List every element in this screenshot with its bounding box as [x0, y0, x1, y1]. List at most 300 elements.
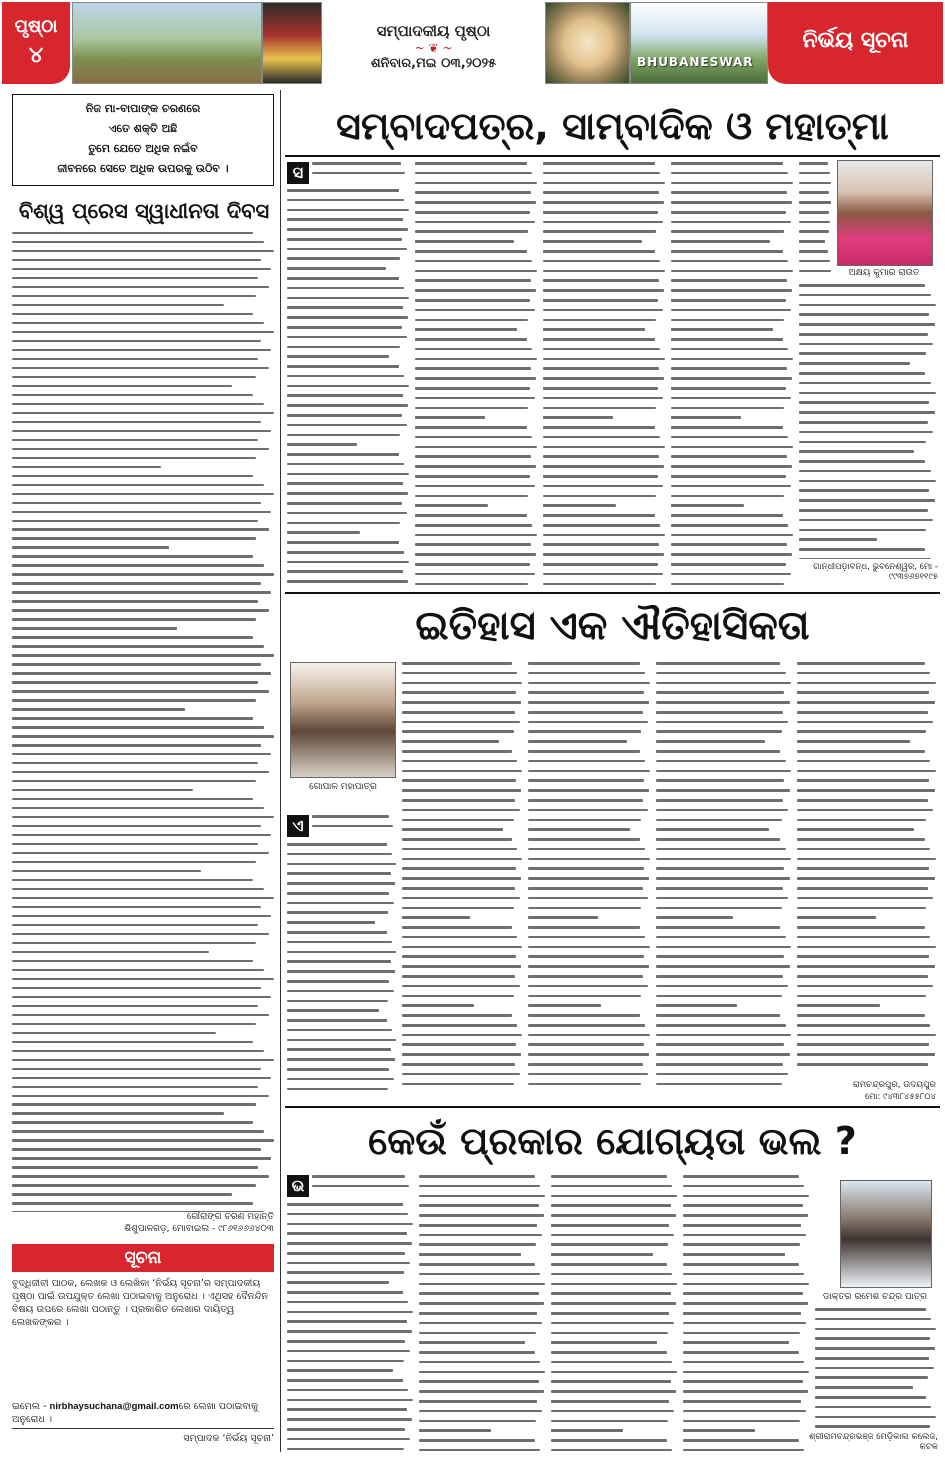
text-line [12, 861, 256, 863]
text-line [415, 583, 528, 585]
text-line [528, 701, 649, 704]
text-line [799, 172, 830, 175]
text-line [528, 848, 645, 851]
text-line [656, 809, 788, 812]
text-line [419, 1175, 535, 1178]
text-line [671, 475, 786, 478]
text-line [543, 289, 664, 292]
city-caption: BHUBANESWAR [637, 55, 754, 69]
text-line [12, 951, 209, 953]
text-line [683, 1390, 808, 1393]
text-line [419, 1263, 535, 1266]
text-line [287, 287, 404, 290]
text-line [528, 750, 640, 753]
text-line [543, 485, 663, 488]
text-line [543, 328, 645, 331]
article2-byline-phone: ମୋ: ୯୪୩୮୪୫୫୮୦୪ [864, 1092, 936, 1102]
text-line [543, 543, 659, 546]
text-line [797, 985, 933, 988]
article-separator [285, 1106, 940, 1108]
text-line [419, 1380, 539, 1383]
text-line [415, 260, 532, 263]
text-line [543, 309, 663, 312]
text-line [799, 372, 925, 375]
text-line [12, 978, 274, 980]
text-line [551, 1361, 672, 1364]
text-line [528, 965, 649, 968]
text-line [287, 1223, 413, 1226]
text-line [402, 877, 521, 880]
text-line [287, 238, 402, 241]
text-line [656, 691, 784, 694]
text-line [312, 825, 393, 828]
text-line [415, 270, 537, 273]
text-line [402, 1014, 512, 1017]
text-line [12, 241, 264, 243]
text-line [797, 907, 926, 910]
text-line [799, 421, 928, 424]
text-line [671, 191, 787, 194]
text-line [12, 537, 256, 539]
text-line [402, 779, 516, 782]
article1-headline: ସମ୍ବାଦପତ୍ର, ସାମ୍ବାଦିକ ଓ ମହାତ୍ମା [336, 104, 889, 148]
column-divider [280, 90, 281, 1452]
text-line [797, 936, 930, 939]
text-line [12, 511, 271, 513]
quote-line: ନିଜ ମା-ବାପାଙ୍କ ଚରଣରେ [85, 102, 201, 115]
text-line [683, 1380, 803, 1383]
text-line [287, 522, 400, 525]
text-line [287, 990, 394, 993]
text-line [656, 1004, 737, 1007]
text-line [656, 848, 786, 851]
article2-col4 [656, 662, 791, 1092]
text-line [543, 465, 664, 468]
text-line [12, 520, 258, 522]
text-line [797, 701, 935, 704]
text-line [671, 553, 792, 556]
text-line [402, 760, 517, 763]
text-line [402, 828, 503, 831]
text-line [415, 446, 537, 449]
article3-lead-lines [312, 1175, 413, 1196]
text-line [12, 493, 274, 495]
text-line [671, 426, 783, 429]
text-line [528, 897, 648, 900]
text-line [287, 492, 408, 495]
text-line [12, 1005, 258, 1007]
text-line [12, 439, 258, 441]
text-line [12, 546, 169, 548]
text-line [12, 924, 258, 926]
text-line [287, 1252, 405, 1255]
text-line [287, 902, 394, 905]
text-line [12, 564, 264, 566]
text-line [656, 1043, 784, 1046]
text-line [797, 672, 930, 675]
text-line [551, 1410, 674, 1413]
text-line [12, 394, 253, 396]
article3-byline: ଶ୍ରୀରାମଚନ୍ଦ୍ରଭଞ୍ଜ ମେଡ଼ିକାଲ କଲେଜ, କଟକ [809, 1432, 938, 1452]
text-line [415, 221, 535, 224]
text-line [551, 1400, 669, 1403]
text-line [12, 843, 258, 845]
text-line [528, 662, 640, 665]
text-line [671, 543, 787, 546]
text-line [287, 892, 389, 895]
text-line [402, 1024, 517, 1027]
text-line [12, 259, 261, 261]
text-line [528, 838, 640, 841]
text-line [671, 221, 791, 224]
article1-photo-caption: ଅକ୍ଷୟ କୁମାର ରାଉତ [848, 268, 920, 278]
text-line [419, 1361, 540, 1364]
text-line [419, 1273, 540, 1276]
text-line [671, 573, 791, 576]
text-line [287, 1428, 405, 1431]
text-line [543, 534, 665, 537]
text-line [402, 838, 512, 841]
text-line [528, 682, 650, 685]
text-line [656, 1083, 782, 1086]
text-line [543, 514, 655, 517]
article3-col1 [287, 1203, 413, 1453]
text-line [287, 1438, 410, 1441]
text-line [671, 338, 783, 341]
text-line [12, 268, 271, 270]
article1-col3 [543, 162, 665, 585]
article1-col5-top [799, 162, 831, 274]
text-line [287, 248, 407, 251]
text-line [683, 1243, 800, 1246]
text-line [287, 1019, 387, 1022]
text-line [799, 260, 830, 263]
text-line [312, 1175, 405, 1178]
text-line [12, 277, 258, 279]
text-line [799, 323, 935, 326]
text-line [287, 980, 389, 983]
text-line [543, 446, 665, 449]
text-line [799, 480, 936, 483]
text-line [815, 1347, 935, 1350]
email-prefix: ଇମେଲ - [12, 1401, 47, 1412]
text-line [528, 1063, 643, 1066]
text-line [799, 431, 933, 434]
text-line [543, 221, 663, 224]
left-article-headline: ବିଶ୍ୱ ପ୍ରେସ ସ୍ୱାଧୀନତା ଦିବସ [18, 199, 270, 223]
text-line [656, 828, 769, 831]
text-line [797, 760, 930, 763]
text-line [415, 534, 537, 537]
text-line [402, 907, 514, 910]
text-line [402, 770, 522, 773]
text-line [551, 1420, 668, 1423]
text-line [12, 1175, 269, 1177]
quote-line: ତୁମେ ଯେତେ ଅଧିକ ନଇଁବ [88, 142, 198, 155]
text-line [415, 475, 530, 478]
text-line [415, 250, 527, 253]
text-line [415, 426, 527, 429]
text-line [815, 1396, 926, 1399]
text-line [799, 401, 929, 404]
text-line [287, 189, 399, 192]
text-line [797, 828, 914, 831]
text-line [12, 1184, 256, 1186]
text-line [683, 1185, 804, 1188]
text-line [671, 299, 786, 302]
text-line [656, 730, 782, 733]
text-line [528, 877, 649, 880]
text-line [402, 682, 522, 685]
text-line [543, 436, 660, 439]
text-line [402, 965, 521, 968]
article1-col5 [799, 284, 936, 559]
text-line [551, 1234, 674, 1237]
text-line [799, 270, 831, 273]
text-line [12, 906, 261, 908]
text-line [671, 563, 786, 566]
text-line [671, 358, 793, 361]
article1-col1 [287, 189, 409, 585]
text-line [12, 744, 261, 746]
text-line [12, 753, 271, 755]
text-line [683, 1332, 800, 1335]
text-line [528, 809, 648, 812]
text-line [528, 789, 649, 792]
text-line [815, 1406, 931, 1409]
text-line [419, 1224, 537, 1227]
text-line [12, 1103, 256, 1105]
text-line [656, 985, 788, 988]
text-line [797, 1034, 936, 1037]
text-line [815, 1328, 936, 1331]
text-line [543, 230, 656, 233]
text-line [528, 828, 630, 831]
text-line [543, 583, 656, 585]
text-line [12, 295, 256, 297]
text-line [12, 313, 253, 315]
text-line [287, 502, 402, 505]
text-line [402, 721, 520, 724]
text-line [287, 970, 395, 973]
text-line [551, 1243, 668, 1246]
text-line [419, 1341, 525, 1344]
text-line [815, 1357, 929, 1360]
text-line [799, 294, 931, 297]
article2-photo-caption: ଗୋପାଳ ମହାପାତ୍ର [309, 782, 377, 792]
text-line [797, 779, 929, 782]
text-line [402, 819, 514, 822]
text-line [419, 1322, 542, 1325]
section-title: ସମ୍ପାଦକୀୟ ପୃଷ୍ଠା [376, 22, 491, 40]
text-line [551, 1439, 667, 1442]
text-line [287, 1009, 379, 1012]
text-line [402, 985, 520, 988]
text-line [797, 995, 926, 998]
article3-col4 [683, 1175, 809, 1453]
text-line [415, 319, 528, 322]
text-line [551, 1312, 669, 1315]
text-line [415, 338, 527, 341]
text-line [799, 509, 928, 512]
text-line [402, 916, 470, 919]
notice-title: ସୂଚନା [12, 1244, 274, 1272]
text-line [799, 182, 831, 185]
text-line [528, 1024, 645, 1027]
text-line [551, 1195, 677, 1198]
text-line [543, 377, 664, 380]
text-line [543, 250, 655, 253]
header-photo-village [72, 2, 262, 84]
text-line [419, 1332, 536, 1335]
text-line [12, 502, 261, 504]
text-line [543, 397, 663, 400]
text-line [656, 672, 786, 675]
text-line [287, 463, 404, 466]
text-line [287, 941, 392, 944]
text-line [551, 1253, 653, 1256]
text-line [12, 654, 274, 656]
text-line [402, 887, 515, 890]
text-line [12, 888, 264, 890]
text-line [528, 907, 641, 910]
article2-col3 [528, 662, 650, 1092]
text-line [671, 348, 788, 351]
text-line [287, 297, 409, 300]
text-line [815, 1337, 930, 1340]
text-line [12, 780, 256, 782]
text-line [671, 211, 786, 214]
text-line [287, 1291, 403, 1294]
article1-byline: ଗାନ୍ଧୀପଡ଼ାବନ୍ଧ, ଭୁବନେଶ୍ୱର, ମୋ - ୯୯୩୭୬୭୧୧୯୫ [813, 562, 938, 582]
text-line [797, 711, 928, 714]
text-line [815, 1386, 913, 1389]
text-line [287, 882, 395, 885]
text-line [312, 815, 389, 818]
text-line [419, 1234, 542, 1237]
email-link[interactable]: nirbhaysuchana@gmail.com [49, 1401, 179, 1412]
article-separator [285, 592, 940, 594]
text-line [287, 960, 391, 963]
text-line [683, 1234, 806, 1237]
text-line [797, 926, 925, 929]
text-line [287, 482, 403, 485]
text-line [12, 645, 264, 647]
text-line [543, 407, 656, 410]
text-line [656, 867, 784, 870]
text-line [799, 529, 926, 532]
text-line [287, 1213, 408, 1216]
text-line [543, 182, 665, 185]
text-line [797, 721, 933, 724]
text-line [671, 465, 792, 468]
text-line [799, 304, 936, 307]
text-line [415, 309, 535, 312]
ornament-icon: ~ ❦ ~ [414, 41, 453, 55]
text-line [551, 1390, 676, 1393]
text-line [528, 946, 650, 949]
text-line [797, 682, 936, 685]
header-photo-city [630, 2, 768, 84]
text-line [12, 1193, 232, 1195]
text-line [551, 1175, 667, 1178]
text-line [671, 270, 793, 273]
text-line [287, 453, 399, 456]
text-line [528, 730, 641, 733]
text-line [797, 965, 935, 968]
article3-dropcap: ଭ [287, 1175, 309, 1197]
text-line [12, 699, 256, 701]
text-line [287, 424, 407, 427]
text-line [12, 708, 185, 710]
text-line [799, 411, 935, 414]
text-line [287, 434, 400, 437]
text-line [287, 561, 409, 564]
text-line [543, 260, 660, 263]
text-line [656, 1053, 790, 1056]
text-line [287, 1340, 405, 1343]
text-line [12, 430, 271, 432]
article2-col2 [402, 662, 522, 1092]
text-line [797, 877, 935, 880]
text-line [797, 730, 926, 733]
text-line [656, 877, 790, 880]
text-line [287, 580, 408, 583]
text-line [543, 426, 655, 429]
text-line [415, 211, 530, 214]
text-line [551, 1449, 672, 1452]
text-line [12, 349, 271, 351]
text-line [797, 1004, 880, 1007]
text-line [287, 257, 400, 260]
text-line [656, 1034, 791, 1037]
text-line [656, 858, 791, 861]
text-line [402, 936, 517, 939]
text-line [12, 933, 269, 935]
text-line [312, 162, 401, 165]
text-line [543, 367, 659, 370]
text-line [402, 789, 521, 792]
text-line [287, 218, 403, 221]
text-line [815, 1367, 934, 1370]
text-line [419, 1410, 542, 1413]
text-line [402, 995, 514, 998]
text-line [799, 250, 828, 253]
text-line [797, 975, 928, 978]
text-line [12, 457, 256, 459]
text-line [528, 1014, 640, 1017]
text-line [415, 407, 528, 410]
article1-lead-lines [312, 162, 409, 183]
text-line [656, 946, 791, 949]
page-number: ୪ [28, 43, 44, 68]
text-line [671, 367, 787, 370]
text-line [12, 1014, 269, 1016]
text-line [543, 504, 616, 507]
text-line [12, 304, 224, 306]
text-line [671, 495, 784, 498]
text-line [528, 819, 641, 822]
text-line [543, 387, 658, 390]
text-line [799, 538, 877, 541]
text-line [528, 887, 643, 890]
text-line [12, 942, 256, 944]
text-line [419, 1449, 540, 1452]
text-line [797, 789, 935, 792]
header-photo-deities [262, 2, 322, 84]
text-line [528, 770, 650, 773]
text-line [815, 1308, 926, 1311]
